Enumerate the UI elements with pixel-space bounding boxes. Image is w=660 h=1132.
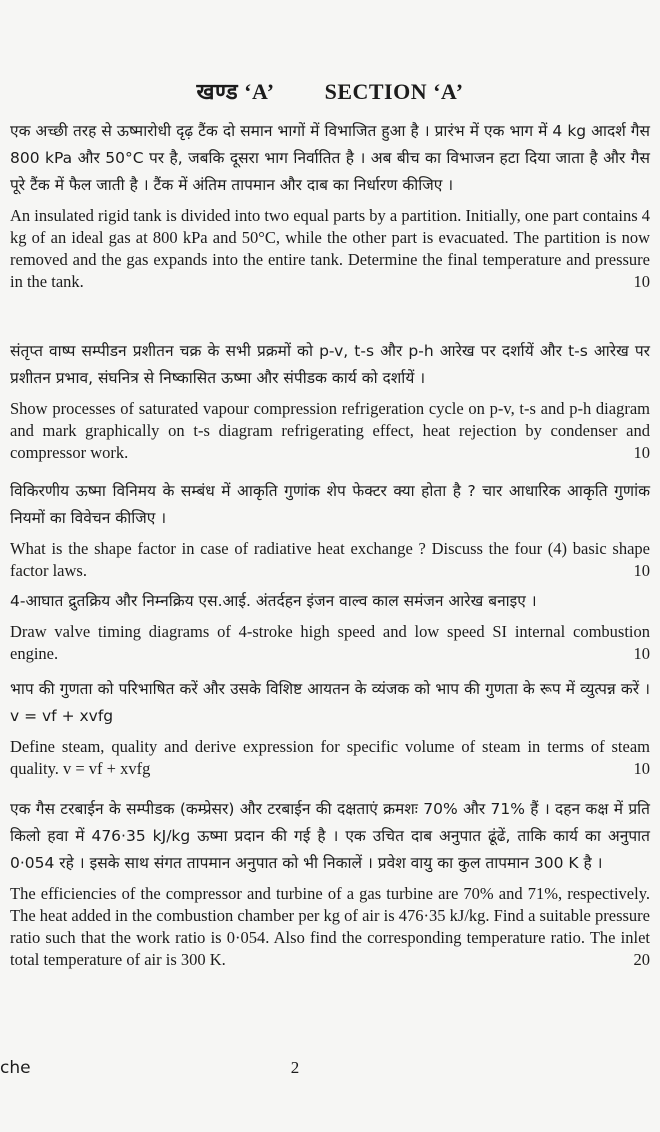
question-3-english: What is the shape factor in case of radiative heat exchange ? Discuss the four (4) basic shape factor laws. [10,539,650,580]
question-6-hindi: एक गैस टरबाईन के सम्पीडक (कम्प्रेसर) और टरबाईन की दक्षताएं क्रमशः 70% और 71% हैं । दहन कक्ष में प्रति किलो हवा में 476·35 kJ/kg ऊष्मा प्रदान की गई है । एक उचित दाब अनुपात ढूंढें, ताकि कार्य का अनुपात 0·054 रहे । इसके साथ संगत तापमान अनुपात को भी निकालें । प्रवेश वायु का कुल तापमान 300 K है । [10,800,650,872]
question-3-hindi: विकिरणीय ऊष्मा विनिमय के सम्बंध में आकृति गुणांक शेप फेक्टर क्या होता है ? चार आधारिक आकृति गुणांक नियमों का विवेचन कीजिए । [10,482,650,527]
question-6-marks: 20 [633,950,650,969]
question-6 [10,796,650,971]
page-number: 2 [290,1058,300,1077]
question-5 [10,676,650,780]
question-1 [10,118,650,293]
question-4-marks: 10 [633,644,650,663]
question-4-hindi: 4-आघात द्रुतक्रिय और निम्नक्रिय एस.आई. अंतर्दहन इंजन वाल्व काल समंजन आरेख बनाइए । [10,592,537,610]
question-2-hindi: संतृप्त वाष्प सम्पीडन प्रशीतन चक्र के सभी प्रक्रमों को p-v, t-s और p-h आरेख पर दर्शायें और t-s आरेख पर प्रशीतन प्रभाव, संघनित्र से निष्कासित ऊष्मा और संपीडक कार्य को दर्शायें । [10,342,650,387]
question-3-marks: 10 [633,561,650,580]
section-heading-english: SECTION ‘A’ [324,79,464,104]
question-1-english: An insulated rigid tank is divided into two equal parts by a partition. Initially, one part contains 4 kg of an ideal gas at 800 kPa and 50°C, while the other part is evacuated. The partition is now removed and the gas expands into the entire tank. Determine the final temperature and pressure in the tank. [10,206,651,291]
section-heading [0,76,660,106]
question-2-marks: 10 [633,443,650,462]
question-5-english: Define steam, quality and derive expression for specific volume of steam in terms of steam quality. v = vf + xvfg [10,737,650,778]
question-1-hindi: एक अच्छी तरह से ऊष्मारोधी दृढ़ टैंक दो समान भागों में विभाजित हुआ है । प्रारंभ में एक भाग में 4 kg आदर्श गैस 800 kPa और 50°C पर है, जबकि दूसरा भाग निर्वातित है । अब बीच का विभाजन हटा दिया जाता है और गैस पूरे टैंक में फैल जाती है । टैंक में अंतिम तापमान और दाब का निर्धारण कीजिए । [10,122,650,194]
question-6-english: The efficiencies of the compressor and turbine of a gas turbine are 70% and 71%, respectively. The heat added in the combustion chamber per kg of air is 476·35 kJ/kg. Find a suitable pressure ratio such that the work ratio is 0·054. Also find the corresponding temperature ratio. The inlet total temperature of air is 300 K. [10,884,650,969]
question-5-hindi: भाप की गुणता को परिभाषित करें और उसके विशिष्ट आयतन के व्यंजक को भाप की गुणता के रूप में व्युत्पन्न करें । v = vf + xvfg [10,680,650,725]
question-5-marks: 10 [633,759,650,778]
question-1-marks: 10 [633,272,650,291]
question-3 [10,478,650,582]
footer-code: che [0,1058,31,1078]
question-4 [10,588,650,665]
question-4-english: Draw valve timing diagrams of 4-stroke high speed and low speed SI internal combustion engine. [10,622,650,663]
question-2 [10,338,650,464]
section-heading-hindi: खण्ड ‘A’ [196,79,275,104]
question-2-english: Show processes of saturated vapour compression refrigeration cycle on p-v, t-s and p-h diagram and mark graphically on t-s diagram refrigerating effect, heat rejection by condenser and compressor work. [10,399,650,462]
